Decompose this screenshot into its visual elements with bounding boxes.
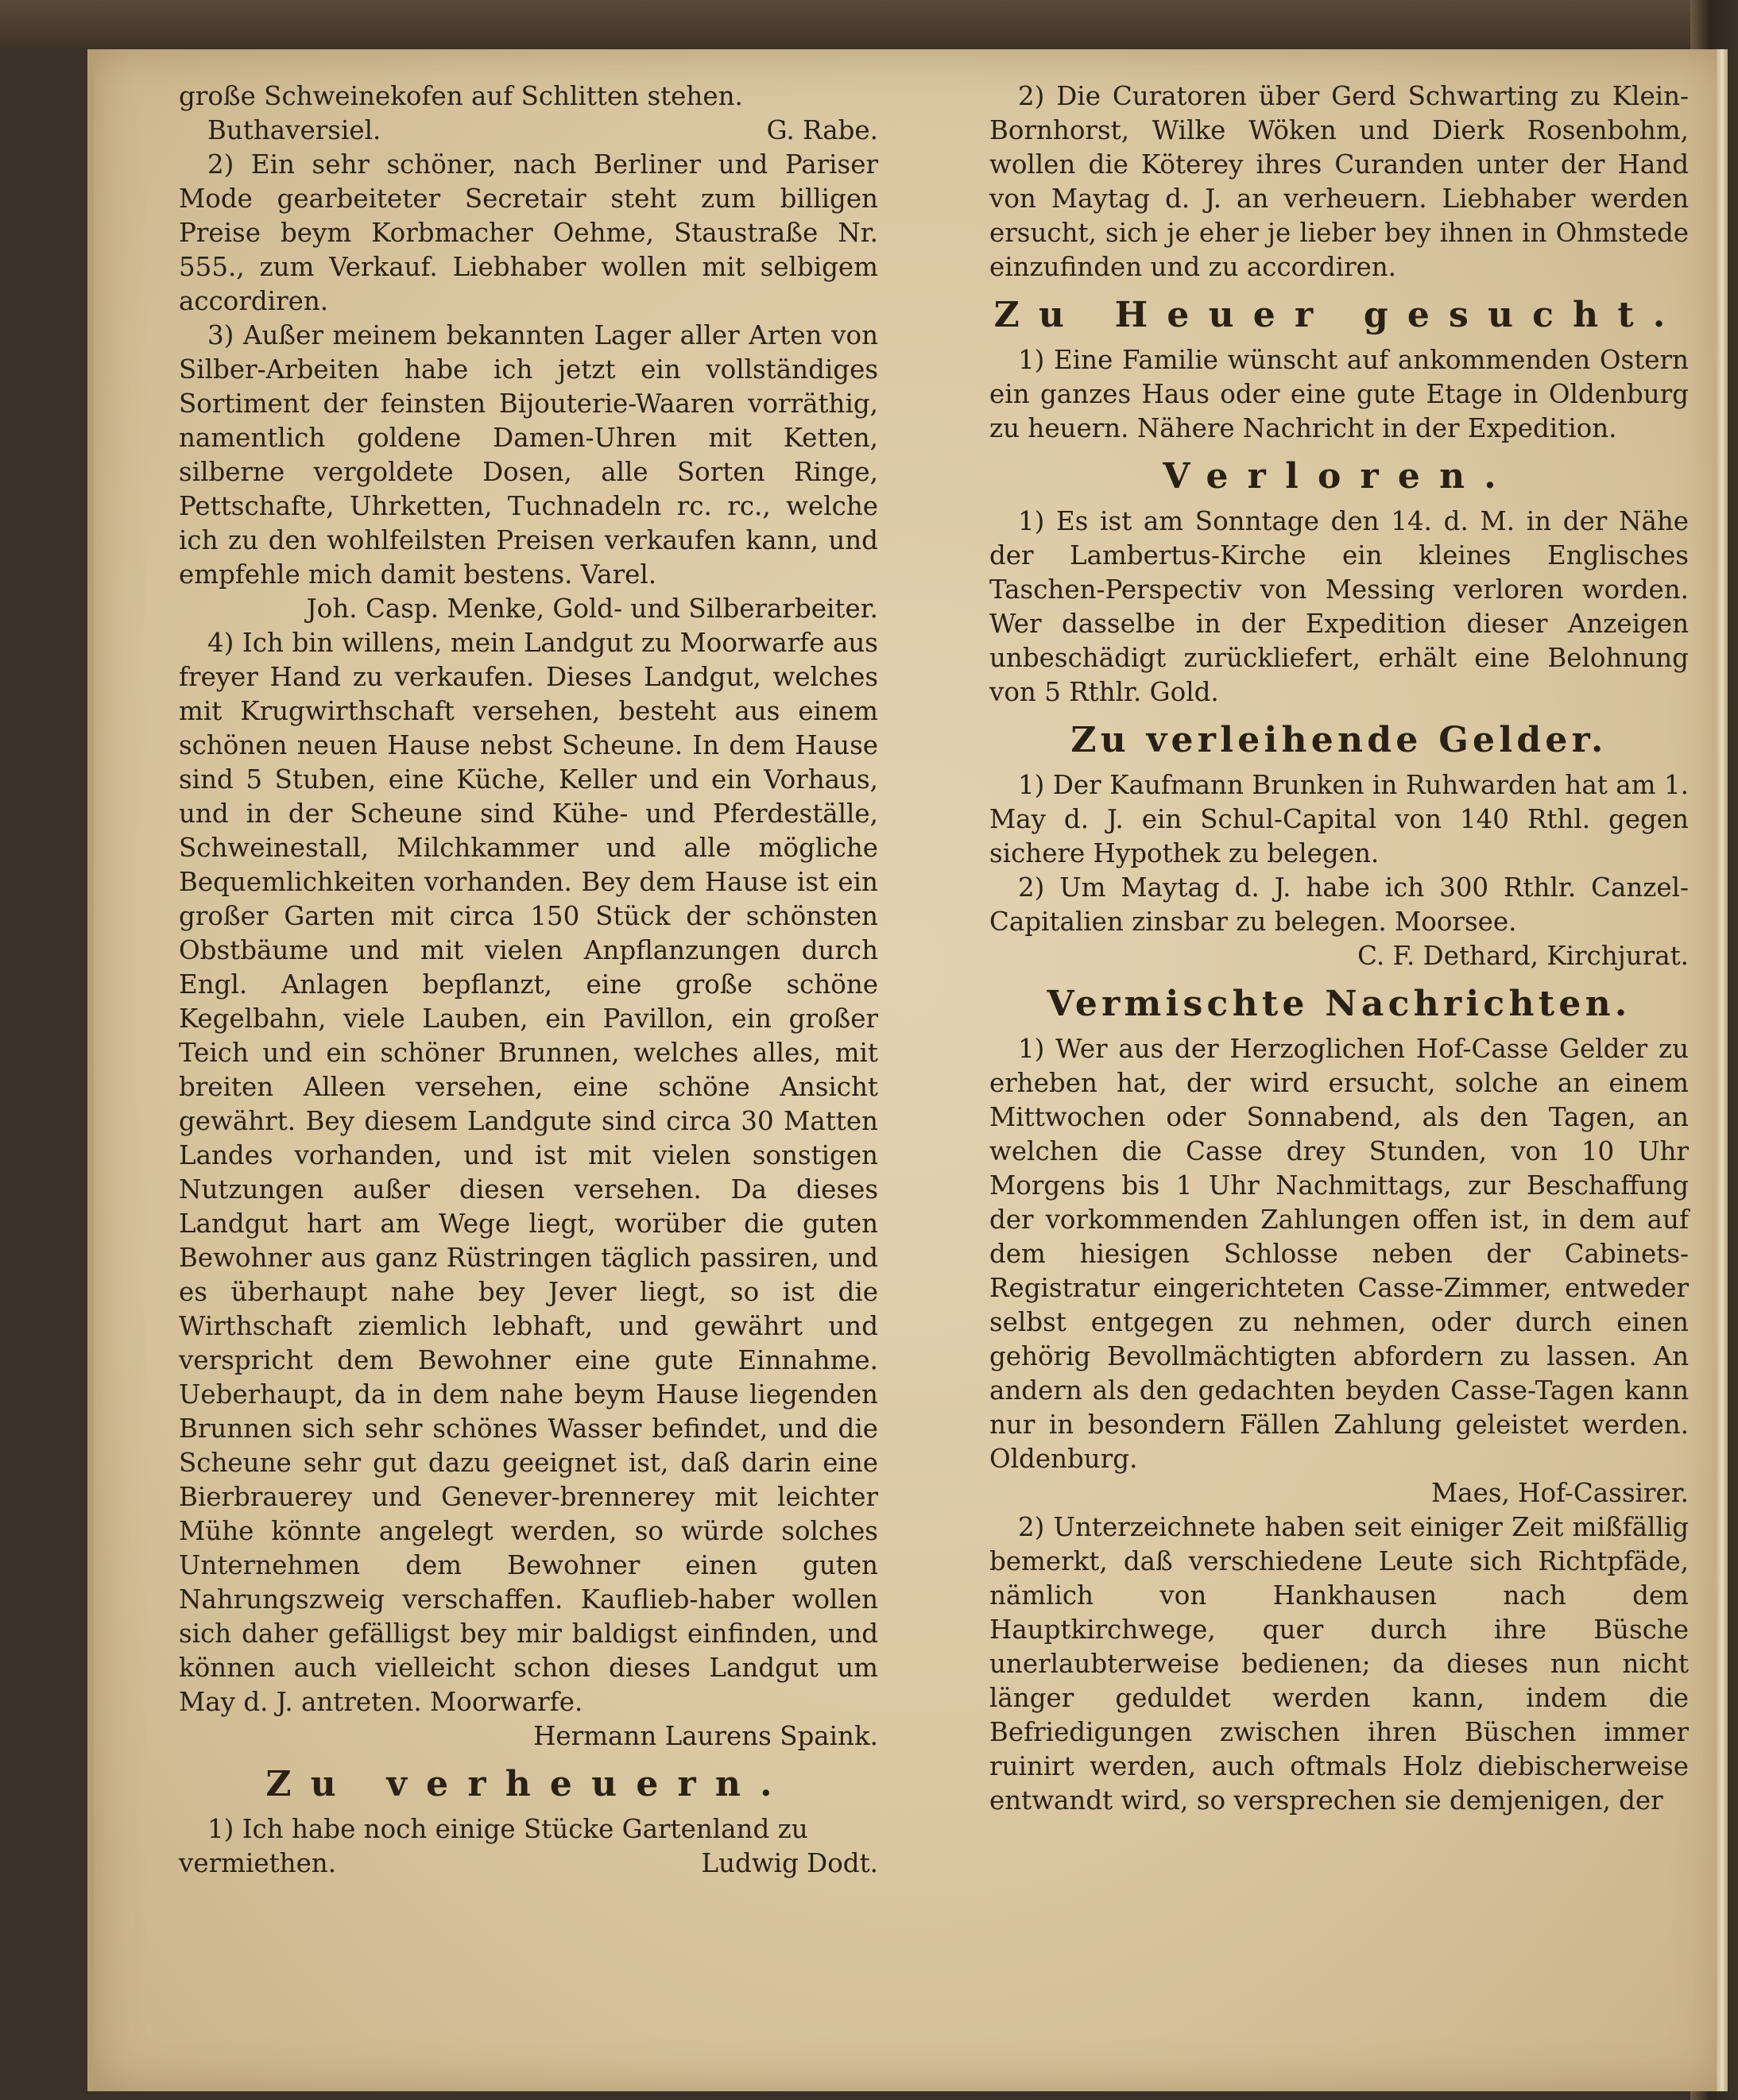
ad-maytag: 2) Um Maytag d. J. habe ich 300 Rthlr. Canzel-Capitalien zinsbar zu belegen. Moorsee.	[989, 872, 1689, 937]
heading-verheuern: Zu verheuern.	[265, 1764, 792, 1804]
right-column	[989, 79, 1689, 1818]
ad-landgut: 4) Ich bin willens, mein Landgut zu Moorwarfe aus freyer Hand zu verkaufen. Dieses Landgut, welches mit Krugwirthschaft versehen, besteht aus einem schönen neuen Hause nebst Scheune. In dem Hause sind 5 Stuben, eine Küche, Keller und ein Vorhaus, und in der Scheune sind Kühe- und Pferdeställe, Schweinestall, Milchkammer und alle mögliche Bequemlichkeiten vorhanden. Bey dem Hause ist ein großer Garten mit circa 150 Stück der schönsten Obstbäume und mit vielen Anpflanzungen durch Engl. Anlagen bepflanzt, eine große schöne Kegelbahn, viele Lauben, ein Pavillon, ein großer Teich und ein schöner Brunnen, welches alles, mit breiten Alleen versehen, eine schöne Ansicht gewährt. Bey diesem Landgute sind circa 30 Matten Landes vorhanden, und ist mit vielen sonstigen Nutzungen außer diesen versehen. Da dieses Landgut hart am Wege liegt, worüber die guten Bewohner aus ganz Rüstringen täglich passiren, und es überhaupt nahe bey Jever liegt, so ist die Wirthschaft ziemlich lebhaft, und gewährt und verspricht dem Bewohner eine gute Einnahme. Ueberhaupt, da in dem nahe beym Hause liegenden Brunnen sich sehr schönes Wasser befindet, und die Scheune sehr gut dazu geeignet ist, daß darin eine Bierbrauerey und Genever-brennerey mit leichter Mühe könnte angelegt werden, so würde solches Unternehmen dem Bewohner einen guten Nahrungszweig verschaffen. Kauflieb-haber wollen sich daher gefälligst bey mir baldigst einfinden, und können auch vielleicht schon dieses Landgut um May d. J. antreten. Moorwarfe.	[179, 628, 878, 1717]
signature-spaink: Hermann Laurens Spaink.	[533, 1721, 878, 1751]
ad-gartenland: 1) Ich habe noch einige Stücke Gartenland zu	[207, 1814, 808, 1844]
ad-secretair: 2) Ein sehr schöner, nach Berliner und Pariser Mode gearbeiteter Secretair steht zum billigen Preise beym Korbmacher Oehme, Staustraße Nr. 555., zum Verkauf. Liebhaber wollen mit selbigem accordiren.	[179, 149, 878, 316]
ad-curatoren: 2) Die Curatoren über Gerd Schwarting zu Klein-Bornhorst, Wilke Wöken und Dierk Rosenbohm, wollen die Köterey ihres Curanden unter der Hand von Maytag d. J. an verheuern. Liebhaber werden ersucht, sich je eher je lieber bey ihnen in Ohmstede einzufinden und zu accordiren.	[989, 81, 1689, 282]
heading-zu-heuer-gesucht: Zu Heuer gesucht.	[993, 295, 1685, 335]
text-line: große Schweinekofen auf Schlitten stehen.	[179, 81, 743, 111]
signature-line	[179, 1847, 878, 1881]
ad-familie: 1) Eine Familie wünscht auf ankommenden Ostern ein ganzes Haus oder eine gute Etage in Oldenburg zu heuern. Nähere Nachricht in der Expedition.	[989, 345, 1689, 443]
left-column	[179, 79, 878, 1881]
signature-menke: Joh. Casp. Menke, Gold- und Silberarbeiter.	[306, 594, 878, 624]
signature-dodt: Ludwig Dodt.	[701, 1848, 878, 1878]
signature-dethard: C. F. Dethard, Kirchjurat.	[1357, 941, 1689, 971]
signature-rabe: G. Rabe.	[766, 115, 878, 145]
signature-line	[179, 114, 878, 148]
scan-backdrop	[0, 0, 1738, 48]
heading-verloren: Verloren.	[1163, 456, 1515, 497]
ad-brunken: 1) Der Kaufmann Brunken in Ruhwarden hat am 1. May d. J. ein Schul-Capital von 140 Rthl. gegen sichere Hypothek zu belegen.	[989, 770, 1689, 868]
heading-gelder: Zu verleihende Gelder.	[1070, 720, 1608, 760]
ad-richtpfade: 2) Unterzeichnete haben seit einiger Zeit mißfällig bemerkt, daß verschiedene Leute sich Richtpfäde, nämlich von Hankhausen nach dem Hauptkirchwege, quer durch ihre Büsche unerlaubterweise bedienen; da dieses nun nicht länger geduldet werden kann, indem die Befriedigungen zwischen ihren Büschen immer ruinirt werden, auch oftmals Holz diebischerweise entwandt wird, so versprechen sie demjenigen, der	[989, 1512, 1689, 1816]
ad-silber: 3) Außer meinem bekannten Lager aller Arten von Silber-Arbeiten habe ich jetzt ein vollständiges Sortiment der feinsten Bijouterie-Waaren vorräthig, namentlich goldene Damen-Uhren mit Ketten, silberne vergoldete Dosen, alle Sorten Ringe, Pettschafte, Uhrketten, Tuchnadeln rc. rc., welche ich zu den wohlfeilsten Preisen verkaufen kann, und empfehle mich damit bestens. Varel.	[179, 320, 878, 590]
ad-hofcasse: 1) Wer aus der Herzoglichen Hof-Casse Gelder zu erheben hat, der wird ersucht, solche an einem Mittwochen oder Sonnabend, als den Tagen, an welchen die Casse drey Stunden, von 10 Uhr Morgens bis 1 Uhr Nachmittags, zur Beschaffung der vorkommenden Zahlungen offen ist, in dem auf dem hiesigen Schlosse neben der Cabinets-Registratur eingerichteten Casse-Zimmer, entweder selbst entgegen zu nehmen, oder durch einen gehörig Bevollmächtigten abfordern zu lassen. An andern als den gedachten beyden Casse-Tagen kann nur in besondern Fällen Zahlung geleistet werden. Oldenburg.	[989, 1034, 1689, 1474]
signature-maes: Maes, Hof-Cassirer.	[1430, 1478, 1689, 1508]
ad-verloren: 1) Es ist am Sonntage den 14. d. M. in der Nähe der Lambertus-Kirche ein kleines Englisches Taschen-Perspectiv von Messing verloren worden. Wer dasselbe in der Expedition dieser Anzeigen unbeschädigt zurückliefert, erhält eine Belohnung von 5 Rthlr. Gold.	[989, 506, 1689, 707]
heading-vermischte-nachrichten: Vermischte Nachrichten.	[1047, 984, 1632, 1024]
place-name: Buthaversiel.	[207, 115, 381, 145]
text-fragment: vermiethen.	[179, 1848, 337, 1878]
page-edge	[1717, 49, 1728, 2091]
